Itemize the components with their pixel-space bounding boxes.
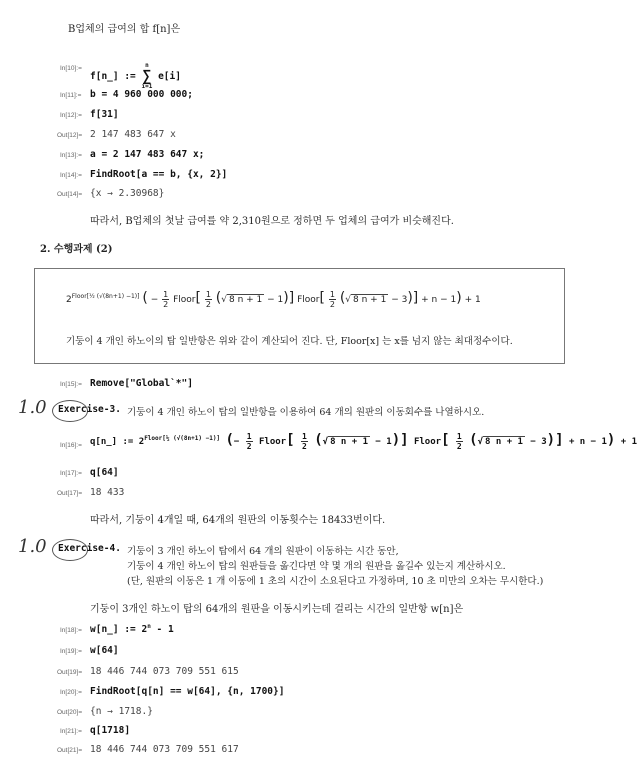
fraction: $\frac{1}{2}$ <box>246 432 252 451</box>
sum-top: n <box>145 62 149 69</box>
input-label: In[16]:= <box>60 442 82 449</box>
code-cell[interactable]: w[64] <box>90 645 119 656</box>
formula-tail: + n − 1 <box>568 437 607 447</box>
radicand: 8 n + 1 <box>353 295 387 305</box>
box-note: 기둥이 4 개인 하노이의 탑 일반항은 위와 같이 계산되어 진다. 단, Floor[x] 는 x를 넘지 않는 최대정수이다. <box>66 336 513 347</box>
input-label: In[13]:= <box>60 152 82 159</box>
minus-three: − 3 <box>530 437 547 447</box>
formula-base: 2 <box>66 295 72 305</box>
minus-three: − 3 <box>391 295 408 305</box>
output-text: {x → 2.30968} <box>90 188 165 199</box>
input-label: In[21]:= <box>60 728 82 735</box>
sigma-icon: ∑ <box>142 67 152 85</box>
conclusion-text: 따라서, 기둥이 4개일 때, 64개의 원판의 이동횟수는 18433번이다. <box>90 515 386 526</box>
code-cell[interactable]: FindRoot[a == b, {x, 2}] <box>90 169 228 180</box>
code-cell[interactable]: b = 4 960 000 000; <box>90 89 193 100</box>
input-label: In[17]:= <box>60 470 82 477</box>
output-label: Out[19]= <box>57 669 83 676</box>
output-text: 18 446 744 073 709 551 615 <box>90 666 239 677</box>
floor-word: Floor <box>173 295 196 305</box>
handwritten-score: 1.0 <box>18 397 47 418</box>
fraction: $\frac{1}{2}$ <box>301 432 307 451</box>
code-cell[interactable]: a = 2 147 483 647 x; <box>90 149 205 160</box>
floor-word: Floor <box>413 437 442 447</box>
conclusion-text: 기둥이 3개인 하노이 탑의 64개의 원판을 이동시키는데 걸리는 시간의 일반항 w[n]은 <box>90 604 464 615</box>
plus-one: + 1 <box>464 295 481 305</box>
formula-display: $2^{Floor[\frac{1}{2} (√(8n+1) -1)]}$ ( − $\frac{1}{2}$ Floor[ $\frac{1}{2}$ (√ 8 n + 1 − 1)] Floor[ $\frac{1}{2}$ (√ 8 n + 1 − 3)] + n − 1) + 1 <box>66 290 481 309</box>
code-cell[interactable]: f[31] <box>90 109 119 120</box>
sum-bottom: i=1 <box>141 83 153 90</box>
exercise-title: Exercise-4. <box>58 543 121 554</box>
output-text: 2 147 483 647 x <box>90 129 176 140</box>
code-rest: - 1 <box>150 624 174 636</box>
sum-body: e[i] <box>158 71 181 82</box>
input-label: In[19]:= <box>60 648 82 655</box>
output-label: Out[21]= <box>57 747 83 754</box>
exercise-line: 기둥이 4 개인 하노이 탑의 원판들을 옮긴다면 약 몇 개의 원판을 옮길수 있는지 계산하시오. <box>127 561 506 572</box>
formula-tail: + n − 1 <box>421 295 457 305</box>
radicand: 8 n + 1 <box>229 295 263 305</box>
input-label: In[18]:= <box>60 627 82 634</box>
code-cell[interactable]: q[n_] := $2^{Floor[\frac{1}{2} (√(8n+1) -1)]}$ (− $\frac{1}{2}$ Floor[ $\frac{1}{2}$ (√ 8 n + 1 − 1)] Floor[ $\frac{1}{2}$ (√ 8 n + 1 − 3)] + n − 1) + 1 <box>90 432 637 451</box>
output-label: Out[12]= <box>57 132 83 139</box>
output-label: Out[20]= <box>57 709 83 716</box>
exercise-line: (단, 원판의 이동은 1 개 이동에 1 초의 시간이 소요된다고 가정하며, 10 초 미만의 오차는 무시한다.) <box>127 576 544 587</box>
code-cell[interactable]: q[1718] <box>90 725 131 736</box>
exercise-text: 기둥이 4 개인 하노이 탑의 일반항을 이용하여 64 개의 원판의 이동회수를 나열하시오. <box>127 407 485 418</box>
minus-one: − 1 <box>267 295 284 305</box>
floor-word: Floor <box>297 295 320 305</box>
formula-exponent: Floor[½ (√(8n+1) −1)] <box>71 293 140 300</box>
code-cell[interactable]: q[64] <box>90 467 119 478</box>
radicand: 8 n + 1 <box>485 437 523 447</box>
code-cell[interactable]: FindRoot[q[n] == w[64], {n, 1700}] <box>90 686 285 697</box>
formula-exponent: Floor[½ (√(8n+1) −1)] <box>144 435 221 442</box>
formula-box <box>34 268 565 364</box>
code-cell[interactable] <box>90 623 174 635</box>
code-cell[interactable]: Remove["Global`*"] <box>90 378 193 389</box>
input-label: In[10]:= <box>60 65 82 72</box>
radicand: 8 n + 1 <box>330 437 368 447</box>
output-text: 18 433 <box>90 487 125 498</box>
input-label: In[14]:= <box>60 172 82 179</box>
input-label: In[12]:= <box>60 112 82 119</box>
code-text: q[n_] := 2 <box>90 437 145 447</box>
output-text: {n → 1718.} <box>90 706 153 717</box>
fraction: $\frac{1}{2}$ <box>329 290 335 309</box>
exercise-line: 기둥이 3 개인 하노이 탑에서 64 개의 원판이 이동하는 시간 동안, <box>127 546 399 557</box>
handwritten-score: 1.0 <box>18 536 47 557</box>
plus-one: + 1 <box>620 437 637 447</box>
output-text: 18 446 744 073 709 551 617 <box>90 744 239 755</box>
code-text: f[n_] := <box>90 71 142 82</box>
fraction: $\frac{1}{2}$ <box>163 290 169 309</box>
input-label: In[15]:= <box>60 381 82 388</box>
code-text: w[n_] := 2 <box>90 624 148 636</box>
input-label: In[11]:= <box>60 92 82 99</box>
conclusion-text: 따라서, B업체의 첫날 급여를 약 2,310원으로 정하면 두 업체의 급여가 비슷해진다. <box>90 216 454 227</box>
exercise-title: Exercise-3. <box>58 404 121 415</box>
floor-word: Floor <box>259 437 287 447</box>
fraction: $\frac{1}{2}$ <box>205 290 211 309</box>
output-label: Out[14]= <box>57 191 83 198</box>
output-label: Out[17]= <box>57 490 83 497</box>
intro-text: B업체의 급여의 합 f[n]은 <box>68 24 181 35</box>
section-heading: 2. 수행과제 (2) <box>40 244 113 255</box>
code-superscript: n <box>147 623 151 630</box>
code-cell[interactable] <box>90 62 181 91</box>
fraction: $\frac{1}{2}$ <box>456 432 462 451</box>
sum-operator <box>141 62 152 91</box>
input-label: In[20]:= <box>60 689 82 696</box>
minus-one: − 1 <box>375 437 392 447</box>
